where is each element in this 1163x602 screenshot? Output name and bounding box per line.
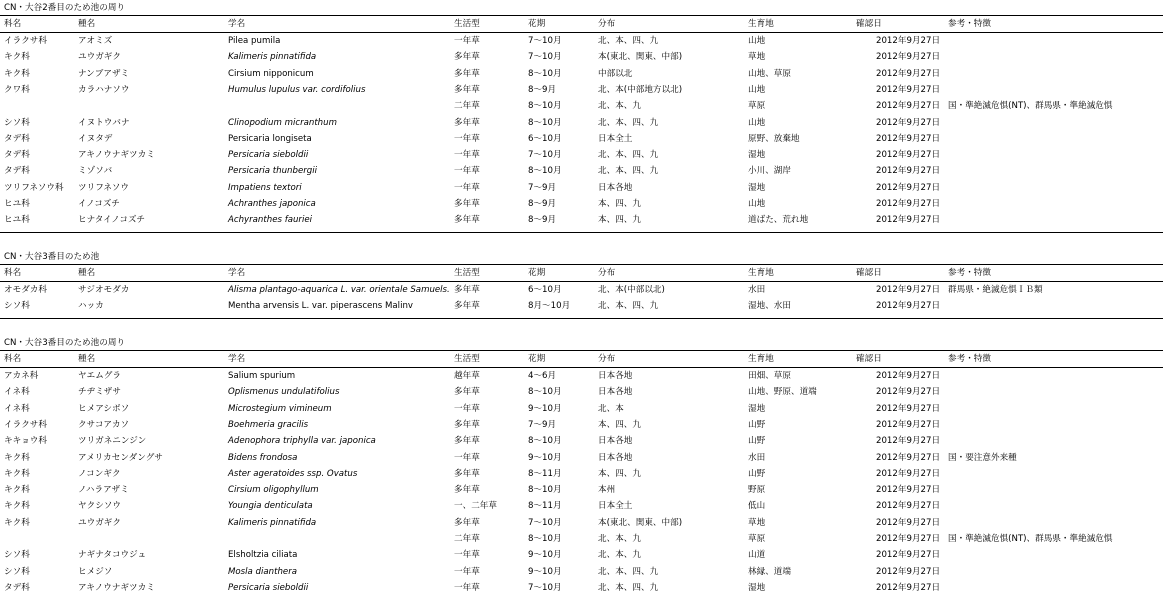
table-row: [0, 131, 1163, 147]
header-notes: 参考・特徴: [948, 354, 991, 364]
life-form-cell: 多年草: [454, 517, 480, 528]
family-cell: シソ科: [4, 301, 30, 312]
species-cell: ヒメジソ: [78, 566, 113, 577]
distribution-cell: 日本各地: [598, 452, 633, 463]
confirmed-date-cell: 2012年9月27日: [876, 371, 941, 381]
family-cell: イラクサ科: [4, 36, 47, 46]
life-form-cell: 一年草: [454, 150, 480, 161]
confirmed-date-cell: 2012年9月27日: [876, 387, 941, 398]
family-cell: ヒユ科: [4, 199, 30, 209]
habitat-cell: 水田: [748, 452, 766, 463]
bloom-period-cell: 6～10月: [528, 285, 562, 295]
header-species: 種名: [78, 19, 96, 29]
scientific-name-cell: Achranthes japonica: [228, 199, 316, 209]
habitat-cell: 山地、草原: [748, 68, 791, 79]
distribution-cell: 日本各地: [598, 182, 633, 193]
scientific-name-cell: Impatiens textori: [228, 182, 302, 193]
habitat-cell: 道ばた、荒れ地: [748, 215, 809, 226]
life-form-cell: 一年草: [454, 582, 480, 593]
header-life-form: 生活型: [454, 19, 480, 29]
species-cell: ヒナタイノコズチ: [78, 215, 146, 226]
header-species: 種名: [78, 268, 96, 278]
header-notes: 参考・特徴: [948, 19, 991, 29]
habitat-cell: 野原: [748, 485, 766, 496]
life-form-cell: 多年草: [454, 436, 480, 447]
header-life-form: 生活型: [454, 268, 480, 278]
life-form-cell: 多年草: [454, 215, 480, 226]
habitat-cell: 湿地: [748, 182, 766, 193]
family-cell: クワ科: [4, 84, 30, 95]
header-bloom-period: 花期: [528, 268, 546, 278]
confirmed-date-cell: 2012年9月27日: [876, 68, 941, 79]
scientific-name-cell: Persicaria thunbergii: [228, 166, 317, 177]
bloom-period-cell: 9～10月: [528, 566, 562, 577]
bloom-period-cell: 8～10月: [528, 436, 562, 447]
life-form-cell: 一年草: [454, 566, 480, 577]
family-cell: キク科: [4, 517, 30, 528]
scientific-name-cell: Persicaria sieboldii: [228, 150, 309, 161]
habitat-cell: 山野: [748, 436, 766, 447]
life-form-cell: 多年草: [454, 419, 480, 430]
habitat-cell: 山地、野原、道端: [748, 387, 817, 398]
life-form-cell: 一年草: [454, 452, 480, 463]
bloom-period-cell: 8～10月: [528, 534, 562, 544]
distribution-cell: 日本全土: [598, 133, 633, 144]
species-cell: アキノウナギツカミ: [78, 582, 155, 593]
header-distribution: 分布: [598, 354, 616, 364]
header-notes: 参考・特徴: [948, 268, 991, 278]
life-form-cell: 多年草: [454, 84, 480, 95]
bloom-period-cell: 8～10月: [528, 117, 562, 128]
scientific-name-cell: Alisma plantago-aquarica L. var. orientale Samuels.: [228, 285, 450, 295]
confirmed-date-cell: 2012年9月27日: [876, 150, 941, 161]
confirmed-date-cell: 2012年9月27日: [876, 285, 941, 295]
bloom-period-cell: 9～10月: [528, 550, 562, 561]
header-habitat: 生育地: [748, 354, 774, 364]
table-row: [0, 482, 1163, 498]
section-title: CN・大谷3番目のため池の周り: [4, 338, 126, 348]
bloom-period-cell: 7～10月: [528, 150, 562, 161]
habitat-cell: 湿地、水田: [748, 301, 791, 312]
distribution-cell: 中部以北: [598, 68, 633, 79]
species-cell: イヌトウバナ: [78, 117, 130, 128]
table-row: [0, 147, 1163, 163]
bloom-period-cell: 9～10月: [528, 452, 562, 463]
distribution-cell: 日本全土: [598, 501, 633, 512]
family-cell: ヒユ科: [4, 215, 30, 226]
scientific-name-cell: Clinopodium micranthum: [228, 117, 337, 128]
life-form-cell: 一、二年草: [454, 501, 497, 512]
family-cell: タデ科: [4, 150, 30, 161]
species-cell: アキノウナギツカミ: [78, 150, 155, 161]
scientific-name-cell: Kalimeris pinnatifida: [228, 52, 317, 63]
bloom-period-cell: 8～10月: [528, 68, 562, 79]
scientific-name-cell: Boehmeria gracilis: [228, 419, 309, 430]
bloom-period-cell: 7～9月: [528, 182, 557, 193]
family-cell: ツリフネソウ科: [4, 182, 64, 193]
scientific-name-cell: Youngia denticulata: [228, 501, 313, 512]
table-row: [0, 547, 1163, 563]
family-cell: シソ科: [4, 566, 30, 577]
family-cell: イラクサ科: [4, 419, 47, 430]
species-cell: ツリフネソウ: [78, 182, 129, 193]
scientific-name-cell: Kalimeris pinnatifida: [228, 517, 317, 528]
habitat-cell: 山道: [748, 550, 766, 561]
life-form-cell: 一年草: [454, 550, 480, 561]
bloom-period-cell: 8～10月: [528, 485, 562, 496]
habitat-cell: 湿地: [748, 150, 766, 161]
table-row: [0, 580, 1163, 596]
table-row: [0, 163, 1163, 179]
table-row: [0, 298, 1163, 314]
bloom-period-cell: 8～10月: [528, 166, 562, 177]
confirmed-date-cell: 2012年9月27日: [876, 501, 941, 512]
family-cell: キク科: [4, 468, 30, 479]
confirmed-date-cell: 2012年9月27日: [876, 517, 941, 528]
bloom-period-cell: 7～10月: [528, 517, 562, 528]
confirmed-date-cell: 2012年9月27日: [876, 182, 941, 193]
habitat-cell: 田畑、草原: [748, 371, 791, 381]
family-cell: アカネ科: [4, 371, 39, 381]
habitat-cell: 山地: [748, 199, 766, 209]
header-confirmed-date: 確認日: [856, 354, 882, 364]
table-row: [0, 433, 1163, 449]
scientific-name-cell: Cirsium oligophyllum: [228, 485, 319, 496]
family-cell: キク科: [4, 52, 30, 63]
header-bloom-period: 花期: [528, 19, 546, 29]
section-title: CN・大谷3番目のため池: [4, 252, 100, 262]
life-form-cell: 多年草: [454, 468, 480, 479]
family-cell: タデ科: [4, 133, 30, 144]
scientific-name-cell: Adenophora triphylla var. japonica: [228, 436, 376, 447]
distribution-cell: 本、四、九: [598, 419, 641, 430]
header-life-form: 生活型: [454, 354, 480, 364]
table-row: [0, 417, 1163, 433]
scientific-name-cell: Salium spurium: [228, 371, 296, 381]
distribution-cell: 日本各地: [598, 436, 633, 447]
section-title: CN・大谷2番目のため池の周り: [4, 3, 126, 13]
header-confirmed-date: 確認日: [856, 19, 882, 29]
table-bottom-rule: [0, 232, 1163, 233]
table-row: [0, 180, 1163, 196]
distribution-cell: 本(東北、関東、中部): [598, 517, 683, 528]
distribution-cell: 本、四、九: [598, 199, 641, 209]
table-row: [0, 564, 1163, 580]
confirmed-date-cell: 2012年9月27日: [876, 468, 941, 479]
table-row: [0, 115, 1163, 131]
table-row: [0, 66, 1163, 82]
bloom-period-cell: 9～10月: [528, 403, 562, 414]
life-form-cell: 多年草: [454, 117, 480, 128]
habitat-cell: 山野: [748, 468, 766, 479]
table-header-row: [0, 351, 1163, 367]
table-header-row: [0, 16, 1163, 32]
table-row: [0, 384, 1163, 400]
table-row: [0, 515, 1163, 531]
confirmed-date-cell: 2012年9月27日: [876, 566, 941, 577]
distribution-cell: 北、本、四、九: [598, 166, 659, 177]
bloom-period-cell: 8～11月: [528, 468, 562, 479]
family-cell: キク科: [4, 501, 30, 512]
header-scientific-name: 学名: [228, 354, 246, 364]
header-bloom-period: 花期: [528, 354, 546, 364]
species-cell: イノコズチ: [78, 199, 120, 209]
life-form-cell: 多年草: [454, 301, 480, 312]
scientific-name-cell: Persicaria sieboldii: [228, 582, 309, 593]
distribution-cell: 北、本、四、九: [598, 150, 659, 161]
habitat-cell: 湿地: [748, 403, 766, 414]
habitat-cell: 林縁、道端: [748, 566, 791, 577]
life-form-cell: 越年草: [454, 371, 480, 381]
table-row: [0, 401, 1163, 417]
header-family: 科名: [4, 19, 22, 29]
distribution-cell: 本(東北、関東、中部): [598, 52, 683, 63]
life-form-cell: 一年草: [454, 403, 480, 414]
species-cell: ツリガネニンジン: [78, 436, 147, 447]
table-row: [0, 98, 1163, 114]
scientific-name-cell: Cirsium nipponicum: [228, 68, 314, 79]
bloom-period-cell: 8～9月: [528, 84, 557, 95]
species-cell: チヂミザサ: [78, 387, 121, 398]
family-cell: イネ科: [4, 387, 30, 398]
bloom-period-cell: 8～10月: [528, 101, 562, 112]
table-row: [0, 49, 1163, 65]
species-cell: ヤエムグラ: [78, 371, 121, 381]
species-cell: ユウガギク: [78, 517, 121, 528]
header-family: 科名: [4, 354, 22, 364]
family-cell: シソ科: [4, 550, 30, 561]
header-habitat: 生育地: [748, 268, 774, 278]
table-row: [0, 82, 1163, 98]
scientific-name-cell: Microstegium vimineum: [228, 403, 332, 414]
life-form-cell: 二年草: [454, 534, 480, 544]
table-row: [0, 282, 1163, 298]
family-cell: キキョウ科: [4, 436, 47, 447]
confirmed-date-cell: 2012年9月27日: [876, 436, 941, 447]
bloom-period-cell: 8～9月: [528, 215, 557, 226]
distribution-cell: 北、本、四、九: [598, 117, 659, 128]
species-cell: ナギナタコウジュ: [78, 550, 147, 561]
table-row: [0, 196, 1163, 212]
distribution-cell: 日本各地: [598, 371, 633, 381]
confirmed-date-cell: 2012年9月27日: [876, 452, 941, 463]
table-row: [0, 212, 1163, 228]
scientific-name-cell: Oplismenus undulatifolius: [228, 387, 340, 398]
habitat-cell: 山地: [748, 84, 766, 95]
confirmed-date-cell: 2012年9月27日: [876, 117, 941, 128]
life-form-cell: 多年草: [454, 68, 480, 79]
confirmed-date-cell: 2012年9月27日: [876, 419, 941, 430]
distribution-cell: 北、本、四、九: [598, 582, 659, 593]
habitat-cell: 草地: [748, 52, 766, 63]
distribution-cell: 本、四、九: [598, 215, 641, 226]
species-cell: ユウガギク: [78, 52, 121, 63]
confirmed-date-cell: 2012年9月27日: [876, 485, 941, 496]
species-cell: ミゾソバ: [78, 166, 113, 177]
table-row: [0, 498, 1163, 514]
header-distribution: 分布: [598, 19, 616, 29]
habitat-cell: 山地: [748, 117, 766, 128]
habitat-cell: 水田: [748, 285, 766, 295]
header-scientific-name: 学名: [228, 19, 246, 29]
confirmed-date-cell: 2012年9月27日: [876, 52, 941, 63]
habitat-cell: 低山: [748, 501, 766, 512]
habitat-cell: 原野、放棄地: [748, 133, 800, 144]
header-species: 種名: [78, 354, 96, 364]
species-cell: カラハナソウ: [78, 84, 130, 95]
distribution-cell: 北、本(中部地方以北): [598, 84, 683, 95]
table-bottom-rule: [0, 318, 1163, 319]
table-row: [0, 33, 1163, 49]
species-cell: アメリカセンダングサ: [78, 452, 163, 463]
life-form-cell: 多年草: [454, 52, 480, 63]
habitat-cell: 草地: [748, 517, 766, 528]
life-form-cell: 一年草: [454, 182, 480, 193]
species-cell: ノハラアザミ: [78, 485, 129, 496]
scientific-name-cell: Aster ageratoides ssp. Ovatus: [228, 468, 358, 479]
confirmed-date-cell: 2012年9月27日: [876, 301, 941, 312]
distribution-cell: 北、本: [598, 403, 624, 414]
scientific-name-cell: Mosla dianthera: [228, 566, 297, 577]
distribution-cell: 北、本(中部以北): [598, 285, 665, 295]
distribution-cell: 本州: [598, 485, 616, 496]
species-cell: ヤクシソウ: [78, 501, 121, 512]
confirmed-date-cell: 2012年9月27日: [876, 582, 941, 593]
family-cell: タデ科: [4, 582, 30, 593]
scientific-name-cell: Bidens frondosa: [228, 452, 298, 463]
table-header-row: [0, 265, 1163, 281]
table-row: [0, 368, 1163, 384]
header-confirmed-date: 確認日: [856, 268, 882, 278]
distribution-cell: 日本各地: [598, 387, 633, 398]
distribution-cell: 北、本、四、九: [598, 36, 659, 46]
bloom-period-cell: 7～10月: [528, 582, 562, 593]
life-form-cell: 二年草: [454, 101, 480, 112]
life-form-cell: 一年草: [454, 36, 480, 46]
header-distribution: 分布: [598, 268, 616, 278]
scientific-name-cell: Humulus lupulus var. cordifolius: [228, 84, 366, 95]
distribution-cell: 北、本、四、九: [598, 301, 659, 312]
table-row: [0, 450, 1163, 466]
distribution-cell: 北、本、九: [598, 101, 641, 112]
distribution-cell: 本、四、九: [598, 468, 641, 479]
family-cell: タデ科: [4, 166, 30, 177]
confirmed-date-cell: 2012年9月27日: [876, 403, 941, 414]
life-form-cell: 多年草: [454, 387, 480, 398]
confirmed-date-cell: 2012年9月27日: [876, 199, 941, 209]
scientific-name-cell: Mentha arvensis L. var. piperascens Malinv: [228, 301, 413, 312]
bloom-period-cell: 8～9月: [528, 199, 557, 209]
habitat-cell: 小川、湖岸: [748, 166, 791, 177]
family-cell: シソ科: [4, 117, 30, 128]
distribution-cell: 北、本、九: [598, 550, 641, 561]
bloom-period-cell: 8月～10月: [528, 301, 571, 312]
species-cell: ヒメアシボソ: [78, 403, 130, 414]
species-cell: クサコアカソ: [78, 419, 130, 430]
species-cell: ハッカ: [78, 301, 104, 312]
bloom-period-cell: 7～10月: [528, 52, 562, 63]
bloom-period-cell: 7～10月: [528, 36, 562, 46]
bloom-period-cell: 8～10月: [528, 387, 562, 398]
species-cell: ノコンギク: [78, 468, 121, 479]
family-cell: キク科: [4, 68, 30, 79]
confirmed-date-cell: 2012年9月27日: [876, 36, 941, 46]
confirmed-date-cell: 2012年9月27日: [876, 166, 941, 177]
scientific-name-cell: Achyranthes fauriei: [228, 215, 313, 226]
habitat-cell: 草原: [748, 101, 766, 112]
family-cell: オモダカ科: [4, 285, 47, 295]
family-cell: キク科: [4, 485, 30, 496]
habitat-cell: 湿地: [748, 582, 766, 593]
habitat-cell: 草原: [748, 534, 766, 544]
species-cell: サジオモダカ: [78, 285, 130, 295]
confirmed-date-cell: 2012年9月27日: [876, 550, 941, 561]
species-cell: アオミズ: [78, 36, 113, 46]
bloom-period-cell: 7～9月: [528, 419, 557, 430]
bloom-period-cell: 8～11月: [528, 501, 562, 512]
distribution-cell: 北、本、九: [598, 534, 641, 544]
species-cell: ナンブアザミ: [78, 68, 130, 79]
header-habitat: 生育地: [748, 19, 774, 29]
header-family: 科名: [4, 268, 22, 278]
note-cell: 国・準絶滅危惧(NT)、群馬県・準絶滅危惧: [948, 101, 1113, 112]
distribution-cell: 北、本、四、九: [598, 566, 659, 577]
life-form-cell: 多年草: [454, 485, 480, 496]
habitat-cell: 山野: [748, 419, 766, 430]
table-row: [0, 531, 1163, 547]
note-cell: 国・要注意外来種: [948, 452, 1017, 463]
family-cell: キク科: [4, 452, 30, 463]
confirmed-date-cell: 2012年9月27日: [876, 101, 941, 112]
life-form-cell: 多年草: [454, 199, 480, 209]
table-row: [0, 466, 1163, 482]
confirmed-date-cell: 2012年9月27日: [876, 84, 941, 95]
scientific-name-cell: Persicaria longiseta: [228, 133, 312, 144]
scientific-name-cell: Elsholtzia ciliata: [228, 550, 298, 561]
family-cell: イネ科: [4, 403, 30, 414]
habitat-cell: 山地: [748, 36, 766, 46]
note-cell: 群馬県・絶滅危惧ＩＢ類: [948, 285, 1043, 295]
confirmed-date-cell: 2012年9月27日: [876, 133, 941, 144]
life-form-cell: 多年草: [454, 285, 480, 295]
life-form-cell: 一年草: [454, 133, 480, 144]
bloom-period-cell: 6～10月: [528, 133, 562, 144]
note-cell: 国・準絶滅危惧(NT)、群馬県・準絶滅危惧: [948, 534, 1113, 544]
confirmed-date-cell: 2012年9月27日: [876, 215, 941, 226]
life-form-cell: 一年草: [454, 166, 480, 177]
scientific-name-cell: Pilea pumila: [228, 36, 281, 46]
confirmed-date-cell: 2012年9月27日: [876, 534, 941, 544]
bloom-period-cell: 4～6月: [528, 371, 557, 381]
header-scientific-name: 学名: [228, 268, 246, 278]
species-cell: イヌタデ: [78, 133, 113, 144]
